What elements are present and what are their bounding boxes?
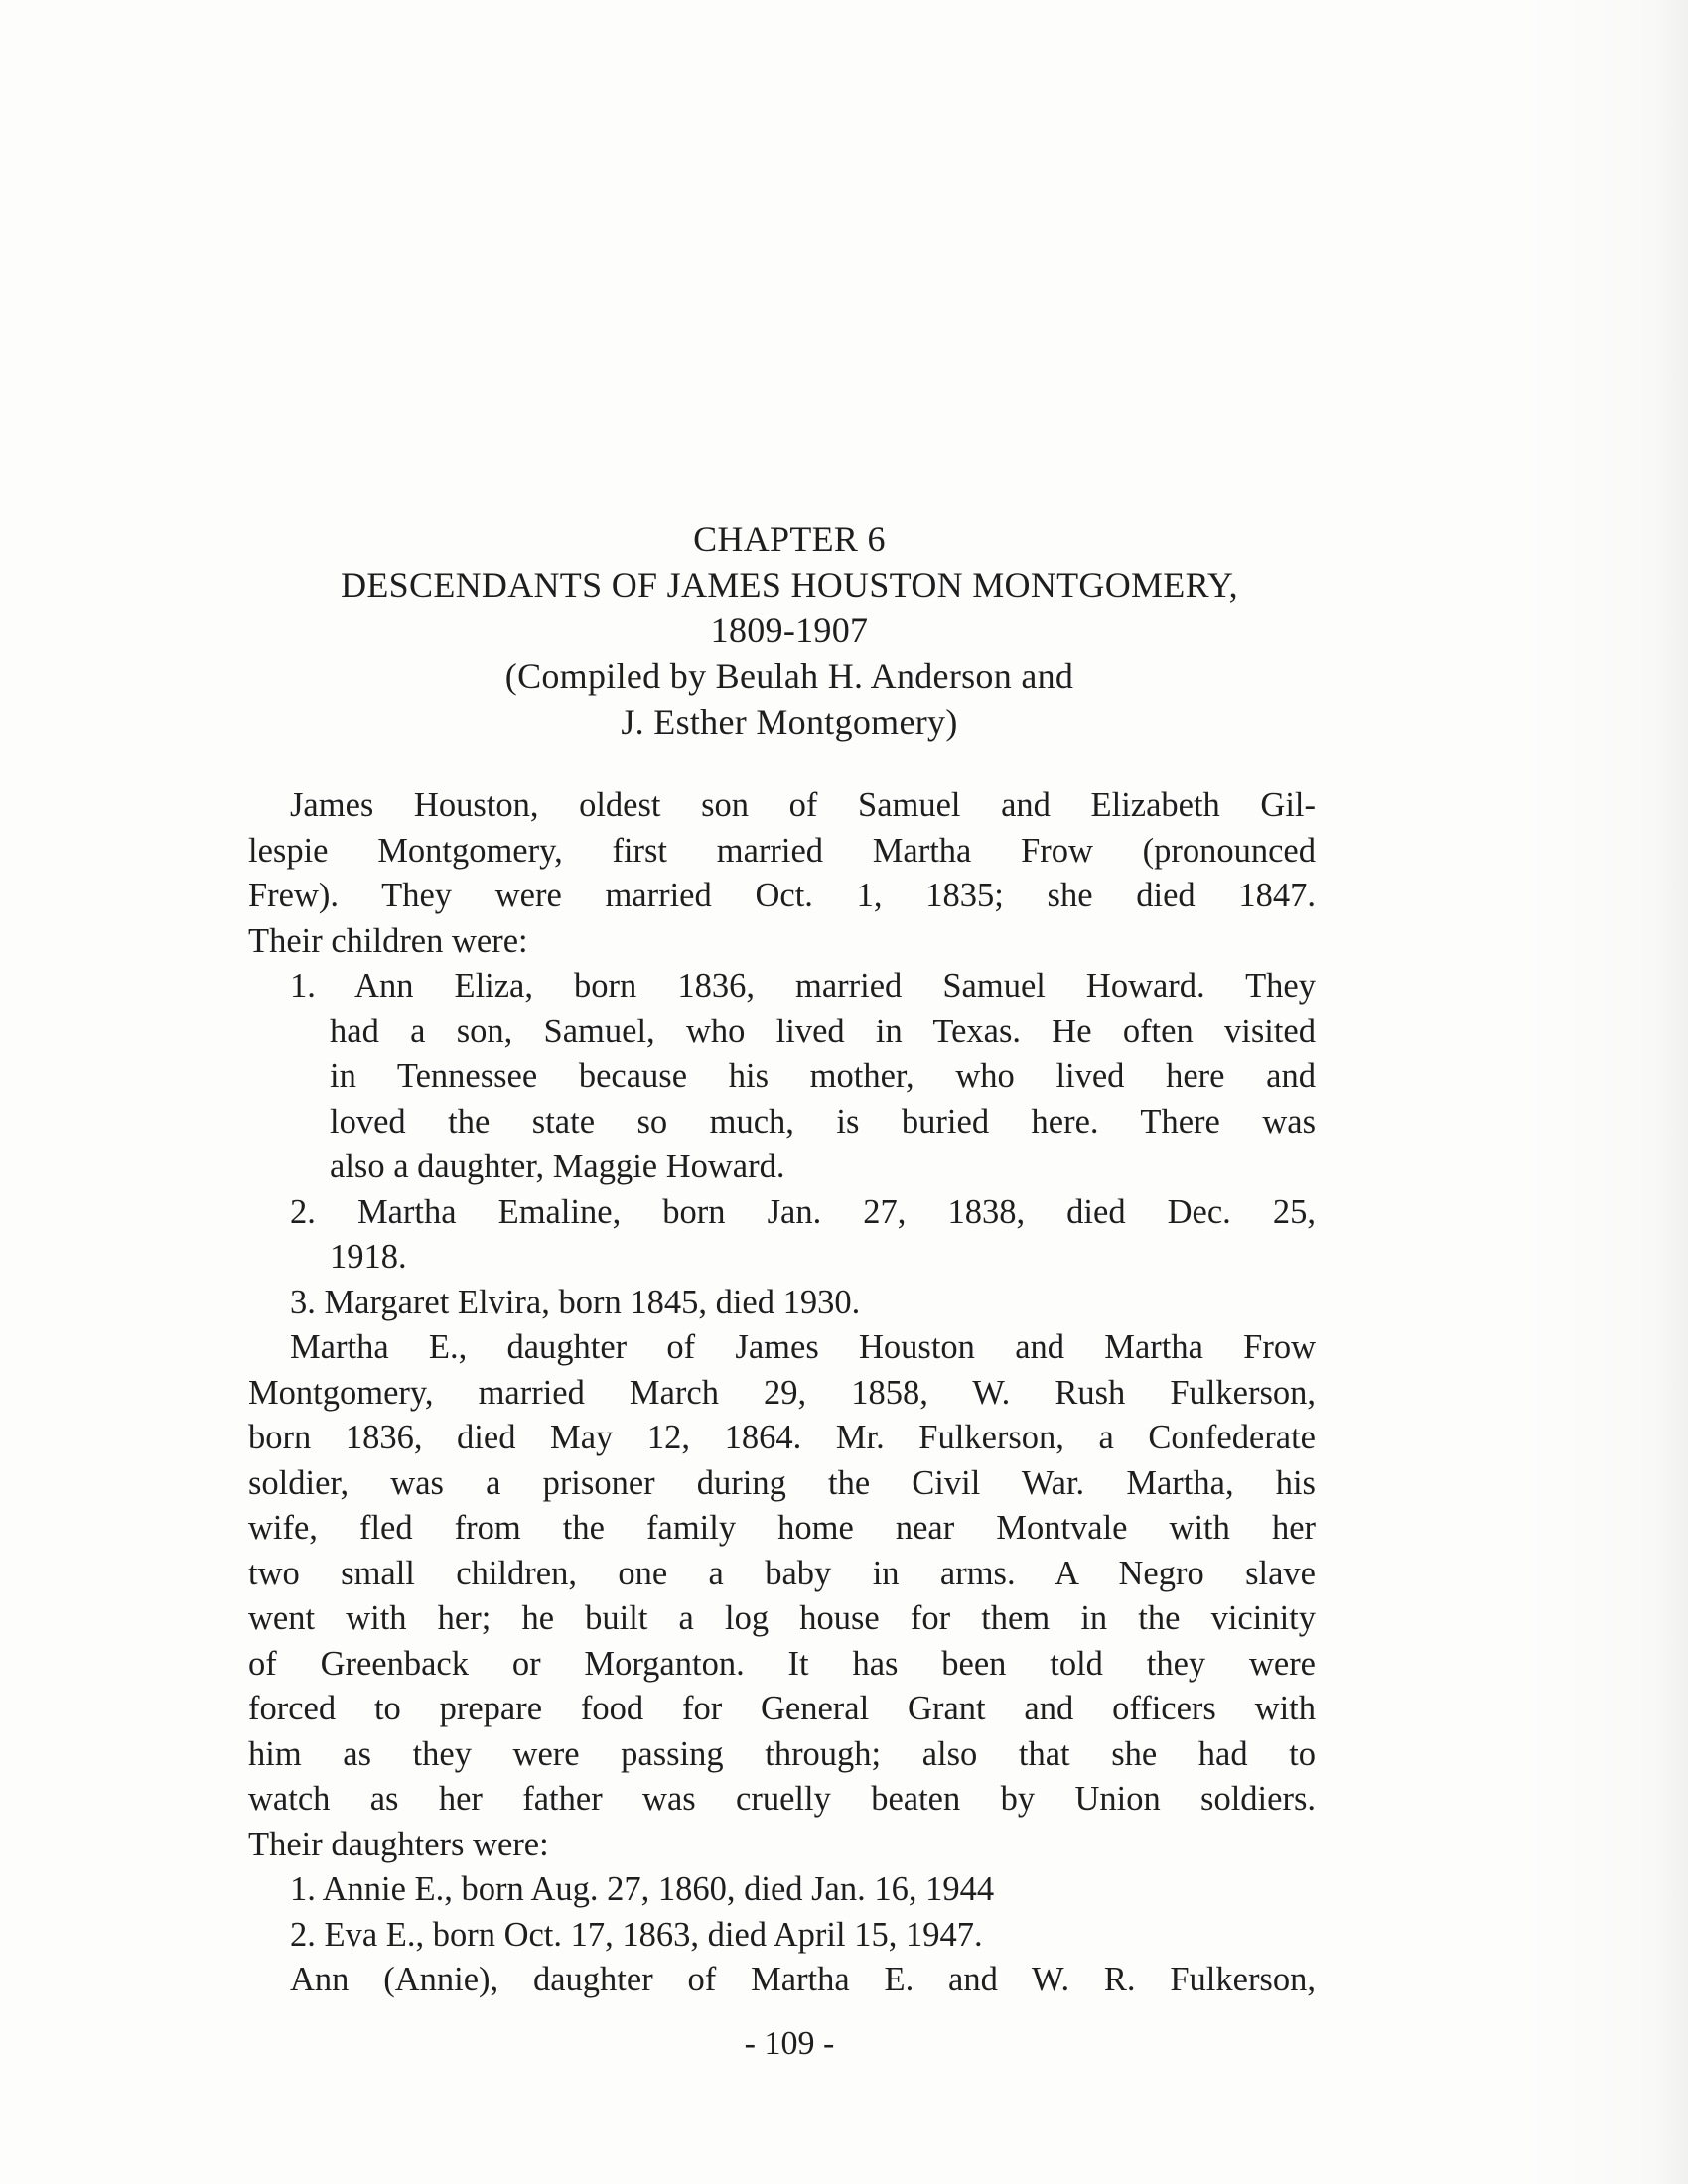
list-item-3: 3. Margaret Elvira, born 1845, died 1930. (290, 1283, 861, 1321)
body-line: born 1836, died May 12, 1864. Mr. Fulkerson, a Confederate (248, 1419, 1316, 1456)
body-line: soldier, was a prisoner during the Civil War. Martha, his (248, 1463, 1316, 1502)
chapter-title: DESCENDANTS OF JAMES HOUSTON MONTGOMERY, (341, 565, 1238, 605)
body-line: Their daughters were: (248, 1825, 549, 1863)
daughter-item-2: 2. Eva E., born Oct. 17, 1863, died April 15, 1947. (290, 1915, 983, 1954)
body-line: wife, fled from the family home near Montvale with her (248, 1509, 1316, 1547)
body-line: Their children were: (248, 921, 528, 960)
compiled-by-line-2: J. Esther Montgomery) (621, 702, 958, 742)
body-line: Martha E., daughter of James Houston and Martha Frow (290, 1328, 1316, 1366)
body-text (248, 783, 1316, 2003)
daughter-item-1: 1. Annie E., born Aug. 27, 1860, died Jan. 16, 1944 (290, 1870, 995, 1908)
page-number: - 109 - (744, 2025, 835, 2062)
body-line: also a daughter, Maggie Howard. (330, 1148, 785, 1185)
body-line: two small children, one a baby in arms. A Negro slave (248, 1554, 1316, 1592)
body-line: lespie Montgomery, first married Martha Frow (pronounced (248, 831, 1316, 870)
body-line: watch as her father was cruelly beaten by Union soldiers. (248, 1780, 1316, 1818)
chapter-label: CHAPTER 6 (693, 519, 886, 559)
body-line: Frew). They were married Oct. 1, 1835; she died 1847. (248, 877, 1316, 914)
compiled-by-line-1: (Compiled by Beulah H. Anderson and (504, 656, 1074, 696)
page-edge-shadow (1519, 0, 1688, 2184)
body-line: had a son, Samuel, who lived in Texas. He often visited (330, 1012, 1316, 1050)
body-line: loved the state so much, is buried here. There was (330, 1102, 1316, 1141)
chapter-years: 1809-1907 (710, 611, 869, 650)
body-line: him as they were passing through; also that she had to (248, 1734, 1316, 1773)
body-line: Montgomery, married March 29, 1858, W. Rush Fulkerson, (248, 1373, 1316, 1412)
body-line: Ann (Annie), daughter of Martha E. and W. R. Fulkerson, (290, 1961, 1316, 1998)
body-line: 1918. (330, 1238, 407, 1276)
list-item-1: 1. Ann Eliza, born 1836, married Samuel Howard. They (290, 967, 1316, 1005)
body-line: went with her; he built a log house for them in the vicinity (248, 1599, 1316, 1637)
list-item-2: 2. Martha Emaline, born Jan. 27, 1838, died Dec. 25, (290, 1192, 1316, 1231)
body-line: in Tennessee because his mother, who lived here and (330, 1057, 1316, 1095)
body-line: of Greenback or Morganton. It has been told they were (248, 1644, 1316, 1683)
body-line: forced to prepare food for General Grant and officers with (248, 1690, 1316, 1727)
body-line: James Houston, oldest son of Samuel and Elizabeth Gil- (290, 786, 1316, 824)
